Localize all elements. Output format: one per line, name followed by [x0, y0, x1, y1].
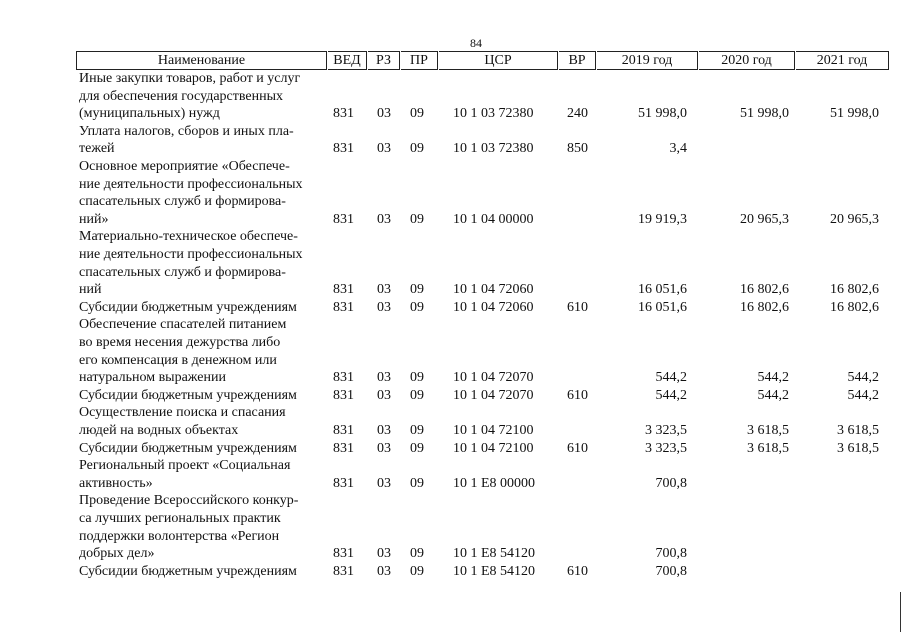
cell-rz: 03: [377, 546, 391, 562]
cell-ved: 831: [333, 387, 354, 403]
cell-pr: 09: [410, 106, 424, 122]
row-name: Материально-техническое обеспече- ние деятельности профессиональных спасательных служб и формирова- ний: [79, 229, 303, 298]
row-name: Уплата налогов, сборов и иных пла- тежей: [79, 123, 294, 157]
row-name: Осуществление поиска и спасания людей на водных объектах: [79, 405, 286, 438]
cell-2021: 3 618,5: [837, 422, 879, 438]
cell-rz: 03: [377, 563, 391, 579]
cell-vr: 610: [567, 387, 588, 403]
cell-ved: 831: [333, 282, 354, 298]
cell-csr: 10 1 04 72100: [453, 422, 534, 438]
cell-pr: 09: [410, 282, 424, 298]
page-number: 84: [470, 36, 482, 50]
cell-ved: 831: [333, 546, 354, 562]
cell-rz: 03: [377, 299, 391, 315]
cell-2019: 19 919,3: [638, 211, 687, 227]
cell-csr: 10 1 03 72380: [453, 141, 534, 157]
cell-2021: 20 965,3: [830, 211, 879, 227]
table-row: [0, 299, 905, 317]
cell-2020: 544,2: [757, 370, 789, 386]
cell-pr: 09: [410, 546, 424, 562]
cell-2019: 700,8: [655, 563, 687, 579]
cell-csr: 10 1 04 72070: [453, 370, 534, 386]
cell-2020: 51 998,0: [740, 106, 789, 122]
cell-ved: 831: [333, 106, 354, 122]
cell-2021: 51 998,0: [830, 106, 879, 122]
header-rz: РЗ: [368, 51, 400, 70]
table-row: [0, 70, 905, 123]
cell-ved: 831: [333, 563, 354, 579]
cell-2019: 16 051,6: [638, 282, 687, 298]
cell-2021: 16 802,6: [830, 282, 879, 298]
cell-2020: 20 965,3: [740, 211, 789, 227]
cell-2021: 16 802,6: [830, 299, 879, 315]
cell-2019: 3 323,5: [645, 422, 687, 438]
cell-rz: 03: [377, 141, 391, 157]
cell-2019: 51 998,0: [638, 106, 687, 122]
cell-2019: 3,4: [669, 141, 687, 157]
cell-2019: 700,8: [655, 546, 687, 562]
row-name: Проведение Всероссийского конкур- са лучших региональных практик поддержки волонтерства «Регион добрых дел»: [79, 493, 299, 562]
table-row: [0, 158, 905, 228]
cell-rz: 03: [377, 422, 391, 438]
cell-2020: 3 618,5: [747, 440, 789, 456]
cell-rz: 03: [377, 475, 391, 491]
row-name: Региональный проект «Социальная активность»: [79, 458, 291, 491]
table-row: [0, 492, 905, 562]
cell-ved: 831: [333, 370, 354, 386]
header-vr: ВР: [559, 51, 596, 70]
cell-pr: 09: [410, 563, 424, 579]
cell-pr: 09: [410, 211, 424, 227]
cell-vr: 610: [567, 299, 588, 315]
header-pr: ПР: [401, 51, 438, 70]
cell-pr: 09: [410, 387, 424, 403]
cell-csr: 10 1 04 72060: [453, 282, 534, 298]
table-row: [0, 404, 905, 439]
cell-2019: 544,2: [655, 370, 687, 386]
cell-rz: 03: [377, 282, 391, 298]
row-name: Субсидии бюджетным учреждениям: [79, 299, 297, 315]
cell-csr: 10 1 E8 54120: [453, 546, 536, 562]
cell-csr: 10 1 E8 54120: [453, 563, 536, 579]
header-name: Наименование: [76, 51, 327, 70]
cell-rz: 03: [377, 387, 391, 403]
cell-2021: 3 618,5: [837, 440, 879, 456]
table-row: [0, 387, 905, 405]
cell-vr: 240: [567, 106, 588, 122]
cell-ved: 831: [333, 422, 354, 438]
cell-2020: 3 618,5: [747, 422, 789, 438]
table-row: [0, 228, 905, 298]
cell-csr: 10 1 04 72070: [453, 387, 534, 403]
cell-pr: 09: [410, 370, 424, 386]
cell-pr: 09: [410, 440, 424, 456]
cell-pr: 09: [410, 475, 424, 491]
table-row: [0, 123, 905, 158]
cell-ved: 831: [333, 141, 354, 157]
header-ved: ВЕД: [328, 51, 367, 70]
cell-ved: 831: [333, 211, 354, 227]
cell-pr: 09: [410, 299, 424, 315]
cell-vr: 610: [567, 563, 588, 579]
row-name: Субсидии бюджетным учреждениям: [79, 440, 297, 456]
row-name: Основное мероприятие «Обеспече- ние деятельности профессиональных спасательных служб и формирова- ний»: [79, 159, 303, 227]
cell-csr: 10 1 04 00000: [453, 211, 534, 227]
cell-rz: 03: [377, 370, 391, 386]
cell-rz: 03: [377, 440, 391, 456]
table-row: [0, 316, 905, 386]
header-2021: 2021 год: [796, 51, 889, 70]
cell-csr: 10 1 04 72060: [453, 299, 534, 315]
cell-csr: 10 1 03 72380: [453, 106, 534, 122]
cell-2020: 16 802,6: [740, 299, 789, 315]
row-name: Субсидии бюджетным учреждениям: [79, 387, 297, 403]
header-2020: 2020 год: [699, 51, 795, 70]
cell-pr: 09: [410, 141, 424, 157]
cell-2020: 16 802,6: [740, 282, 789, 298]
cell-2021: 544,2: [847, 387, 879, 403]
cell-2019: 3 323,5: [645, 440, 687, 456]
cell-csr: 10 1 E8 00000: [453, 475, 536, 491]
table-row: [0, 457, 905, 492]
header-csr: ЦСР: [439, 51, 558, 70]
scan-edge-mark: [900, 592, 901, 632]
table-row: [0, 440, 905, 458]
cell-2021: 544,2: [847, 370, 879, 386]
cell-2019: 16 051,6: [638, 299, 687, 315]
cell-ved: 831: [333, 475, 354, 491]
cell-vr: 610: [567, 440, 588, 456]
cell-ved: 831: [333, 440, 354, 456]
cell-2020: 544,2: [757, 387, 789, 403]
cell-2019: 700,8: [655, 475, 687, 491]
cell-rz: 03: [377, 106, 391, 122]
row-name: Субсидии бюджетным учреждениям: [79, 563, 297, 579]
row-name: Обеспечение спасателей питанием во время несения дежурства либо его компенсация в денежном или натуральном выражении: [79, 317, 287, 386]
cell-pr: 09: [410, 422, 424, 438]
row-name: Иные закупки товаров, работ и услуг для обеспечения государственных (муниципальных) нужд: [79, 71, 301, 122]
cell-rz: 03: [377, 211, 391, 227]
cell-vr: 850: [567, 141, 588, 157]
cell-csr: 10 1 04 72100: [453, 440, 534, 456]
header-2019: 2019 год: [597, 51, 698, 70]
cell-2019: 544,2: [655, 387, 687, 403]
cell-ved: 831: [333, 299, 354, 315]
table-row: [0, 563, 905, 581]
